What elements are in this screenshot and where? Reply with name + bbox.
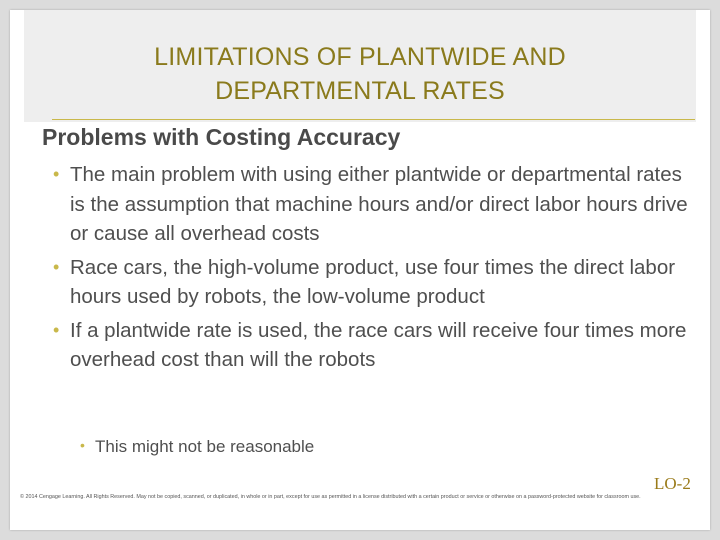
title-divider: [52, 119, 695, 120]
bullet-text: The main problem with using either plantwide or departmental rates is the assumption that machine hours and/or direct labor hours drive or cause all overhead costs: [70, 163, 688, 245]
learning-objective-label: LO-2: [654, 474, 691, 493]
bullet-text: If a plantwide rate is used, the race cars will receive four times more overhead cost than will the robots: [70, 318, 687, 371]
slide-title: [24, 40, 696, 108]
bullet-text: Race cars, the high-volume product, use four times the direct labor hours used by robots, the low-volume product: [70, 255, 676, 308]
bullet-item: [53, 160, 693, 249]
title-line-2: DEPARTMENTAL RATES: [215, 77, 505, 105]
bullet-list: [53, 160, 693, 379]
bullet-item: [53, 253, 693, 312]
bullet-dot-icon: •: [53, 164, 60, 184]
sub-bullet-text: This might not be reasonable: [95, 437, 315, 456]
copyright-footer: © 2014 Cengage Learning. All Rights Reserved. May not be copied, scanned, or duplicated, in whole or in part, except for use as permitted in a license distributed with a certain product or service or otherwise on a password-protected website for classroom use.: [20, 494, 641, 500]
slide-subtitle: Problems with Costing Accuracy: [42, 124, 401, 150]
sub-bullet-dot-icon: •: [80, 437, 85, 453]
title-line-1: LIMITATIONS OF PLANTWIDE AND: [154, 43, 566, 71]
bullet-dot-icon: •: [53, 319, 60, 340]
bullet-dot-icon: •: [53, 256, 60, 277]
sub-bullet-item: [80, 437, 314, 457]
bullet-item: [53, 316, 693, 375]
